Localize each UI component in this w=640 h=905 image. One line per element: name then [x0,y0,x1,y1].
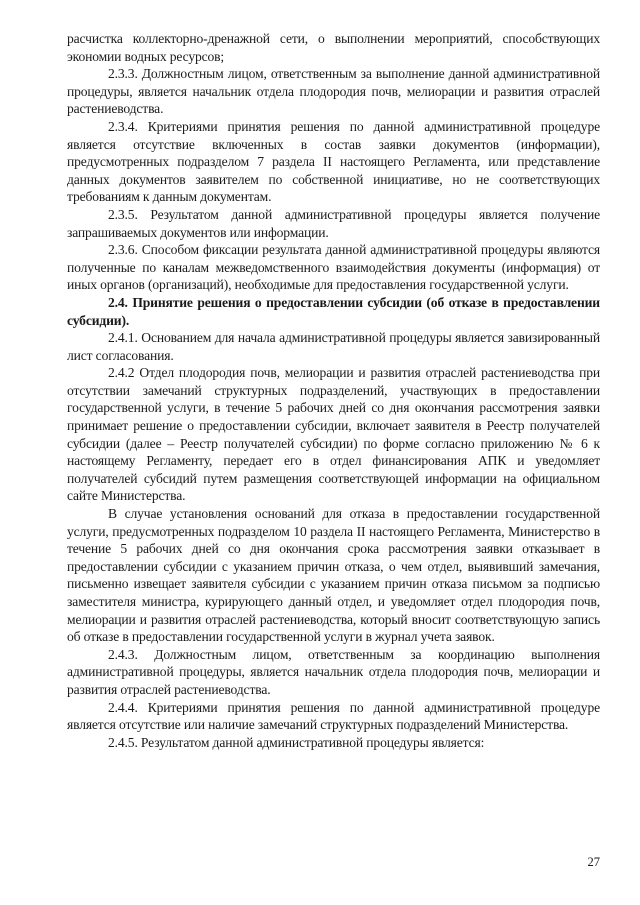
paragraph-2-4-1: 2.4.1. Основанием для начала административной процедуры является завизированный лист согласования. [67,330,600,363]
paragraph-2-3-6: 2.3.6. Способом фиксации результата данной административной процедуры являются полученные по каналам межведомственного взаимодействия документы (информация) от иных органов (организаций), необходимые для предоставления государственной услуги. [67,242,600,293]
document-body [67,30,600,751]
paragraph-2-3-4: 2.3.4. Критериями принятия решения по данной административной процедуре является отсутствие включенных в состав заявки документов (информации), предусмотренных подразделом 7 раздела II настоящего Регламента, или представление данных документов заявителем по собственной инициативе, но не соответствующих требованиям к данным документам. [67,118,600,205]
paragraph-2-4-4: 2.4.4. Критериями принятия решения по данной административной процедуре является отсутствие или наличие замечаний структурных подразделений Министерства. [67,699,600,733]
page-number: 27 [587,855,600,869]
section-heading-2-4: 2.4. Принятие решения о предоставлении субсидии (об отказе в предоставлении субсидии). [67,294,600,328]
paragraph-2-4-5: 2.4.5. Результатом данной административной процедуры является: [108,734,485,750]
paragraph-2-3-3: 2.3.3. Должностным лицом, ответственным за выполнение данной административной процедуры, является начальник отдела плодородия почв, мелиорации и развития отраслей растениеводства. [67,66,600,117]
paragraph-refusal-case: В случае установления оснований для отказа в предоставлении государственной услуги, предусмотренных подразделом 10 раздела II настоящего Регламента, Министерство в течение 5 рабочих дней со дня окончания срока рассмотрения заявки отказывает в предоставлении субсидии с указанием причин отказа, о чем отдел, выявивший замечания, письменно извещает заявителя субсидии с указанием причин отказа письмом за подписью заместителя министра, курирующего данный отдел, и уведомляет отдел плодородия почв, мелиорации и развития отраслей растениеводства, который вносит соответствующую запись об отказе в предоставлении государственной услуги в журнал учета заявок. [67,506,600,645]
paragraph-2-4-3: 2.4.3. Должностным лицом, ответственным за координацию выполнения административной процедуры, является начальник отдела плодородия почв, мелиорации и развития отраслей растениеводства. [67,646,600,697]
paragraph-2-4-2: 2.4.2 Отдел плодородия почв, мелиорации и развития отраслей растениеводства при отсутствии замечаний структурных подразделений, участвующих в предоставлении государственной услуги, в течение 5 рабочих дней со дня окончания рассмотрения заявки принимает решение о предоставлении субсидии, включает заявителя в Реестр получателей субсидии (далее – Реестр получателей субсидии) по форме согласно приложению № 6 к настоящему Регламенту, передает его в отдел финансирования АПК и уведомляет получателей субсидий путем размещения соответствующей информации на официальном сайте Министерства. [67,365,600,504]
paragraph-continuation: расчистка коллекторно-дренажной сети, о выполнении мероприятий, способствующих экономии водных ресурсов; [67,31,600,64]
paragraph-2-3-5: 2.3.5. Результатом данной административной процедуры является получение запрашиваемых документов или информации. [67,206,600,240]
